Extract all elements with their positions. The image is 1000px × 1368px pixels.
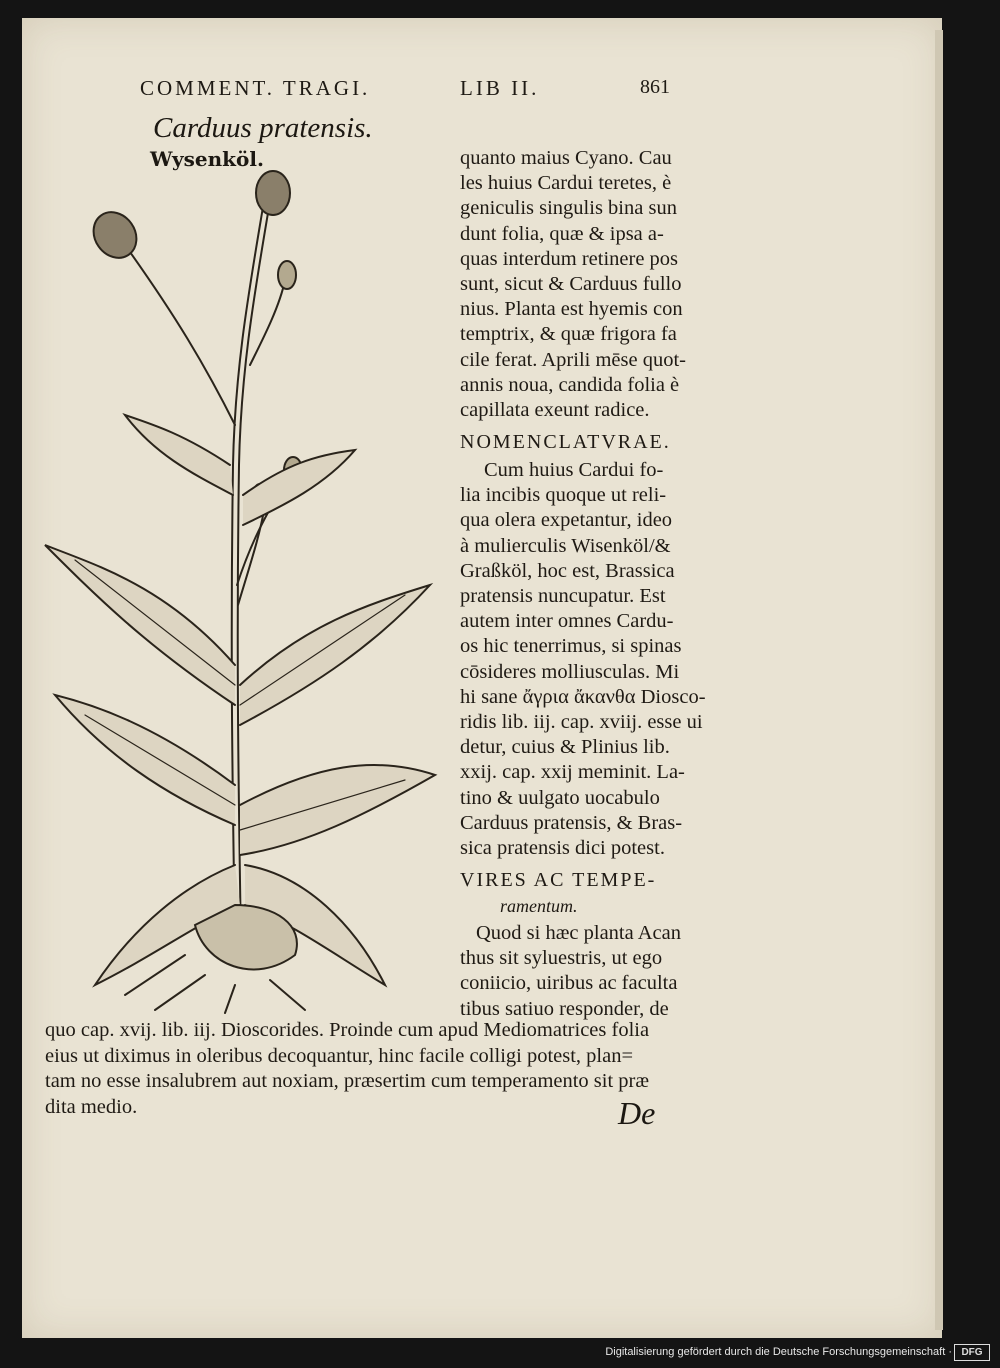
text-line: tibus satiuo responder, de bbox=[460, 997, 669, 1020]
text-line: lia incibis quoque ut reli- bbox=[460, 484, 667, 507]
text-line: cōsideres molliusculas. Mi bbox=[460, 660, 680, 683]
text-line: tino & uulgato uocabulo bbox=[460, 786, 660, 809]
text-line: quanto maius Cyano. Cau bbox=[460, 147, 672, 169]
text-line: tam no esse insalubrem aut noxiam, præsertim cum temperamento sit præ bbox=[45, 1070, 650, 1092]
text-line: quo cap. xvij. lib. iij. Dioscorides. Proinde cum apud Mediomatrices folia bbox=[45, 1019, 650, 1041]
running-head bbox=[140, 76, 700, 106]
text-line: sunt, sicut & Carduus fullo bbox=[460, 272, 682, 295]
text-line: cile ferat. Aprili mēse quot- bbox=[460, 348, 686, 371]
text-line: sica pratensis dici potest. bbox=[460, 836, 665, 859]
text-line: quas interdum retinere pos bbox=[460, 247, 679, 270]
text-line: detur, cuius & Plinius lib. bbox=[460, 736, 670, 759]
text-column bbox=[460, 146, 710, 1022]
text-line: annis noua, candida folia è bbox=[460, 373, 680, 396]
text-line: à mulierculis Wisenköl/& bbox=[460, 534, 671, 557]
text-line: Carduus pratensis, & Bras- bbox=[460, 811, 683, 834]
text-line: Quod si hæc planta Acan bbox=[476, 922, 681, 945]
text-line: xxij. cap. xxij meminit. La- bbox=[460, 761, 685, 784]
running-head-center: LIB II. bbox=[460, 76, 540, 100]
text-line: hi sane ἄγρια ἄκανθα Diosco- bbox=[460, 685, 706, 708]
running-head-left: COMMENT. TRAGI. bbox=[140, 76, 371, 100]
text-line: dita medio. bbox=[45, 1095, 138, 1118]
text-line: thus sit syluestris, ut ego bbox=[460, 947, 663, 970]
text-line: les huius Cardui teretes, è bbox=[460, 172, 672, 195]
text-line: temptrix, & quæ frigora fa bbox=[460, 323, 677, 346]
section-subheading-vires: ramentum. bbox=[500, 896, 578, 917]
text-line: dunt folia, quæ & ipsa a- bbox=[460, 222, 664, 245]
plant-title-latin: Carduus pratensis. bbox=[153, 112, 373, 144]
text-line: capillata exeunt radice. bbox=[460, 398, 650, 421]
thistle-woodcut-icon bbox=[35, 165, 440, 1015]
text-line: eius ut diximus in oleribus decoquantur, hinc facile colligi potest, plan= bbox=[45, 1044, 634, 1067]
full-width-text bbox=[45, 1018, 695, 1120]
catchword: De bbox=[618, 1095, 656, 1131]
page-edge bbox=[935, 30, 943, 1330]
text-line: geniculis singulis bina sun bbox=[460, 197, 677, 220]
text-line: ridis lib. iij. cap. xviij. esse ui bbox=[460, 710, 703, 733]
text-line: qua olera expetantur, ideo bbox=[460, 509, 673, 532]
text-line: Cum huius Cardui fo- bbox=[484, 459, 664, 482]
text-line: coniicio, uiribus ac faculta bbox=[460, 972, 678, 995]
dfg-logo: DFG bbox=[954, 1344, 990, 1361]
text-line: nius. Planta est hyemis con bbox=[460, 298, 683, 321]
text-line: autem inter omnes Cardu- bbox=[460, 610, 674, 633]
page-number: 861 bbox=[640, 76, 670, 98]
digitization-credit: Digitalisierung gefördert durch die Deutsche Forschungsgemeinschaft · bbox=[605, 1346, 952, 1358]
section-heading-nomenclature: NOMENCLATVRAE. bbox=[460, 431, 671, 454]
text-line: Graßköl, hoc est, Brassica bbox=[460, 559, 675, 582]
text-line: os hic tenerrimus, si spinas bbox=[460, 635, 682, 658]
section-heading-vires: VIRES AC TEMPE- bbox=[460, 869, 657, 892]
plant-title-german: Wysenköl. bbox=[150, 147, 264, 171]
text-line: pratensis nuncupatur. Est bbox=[460, 585, 666, 607]
